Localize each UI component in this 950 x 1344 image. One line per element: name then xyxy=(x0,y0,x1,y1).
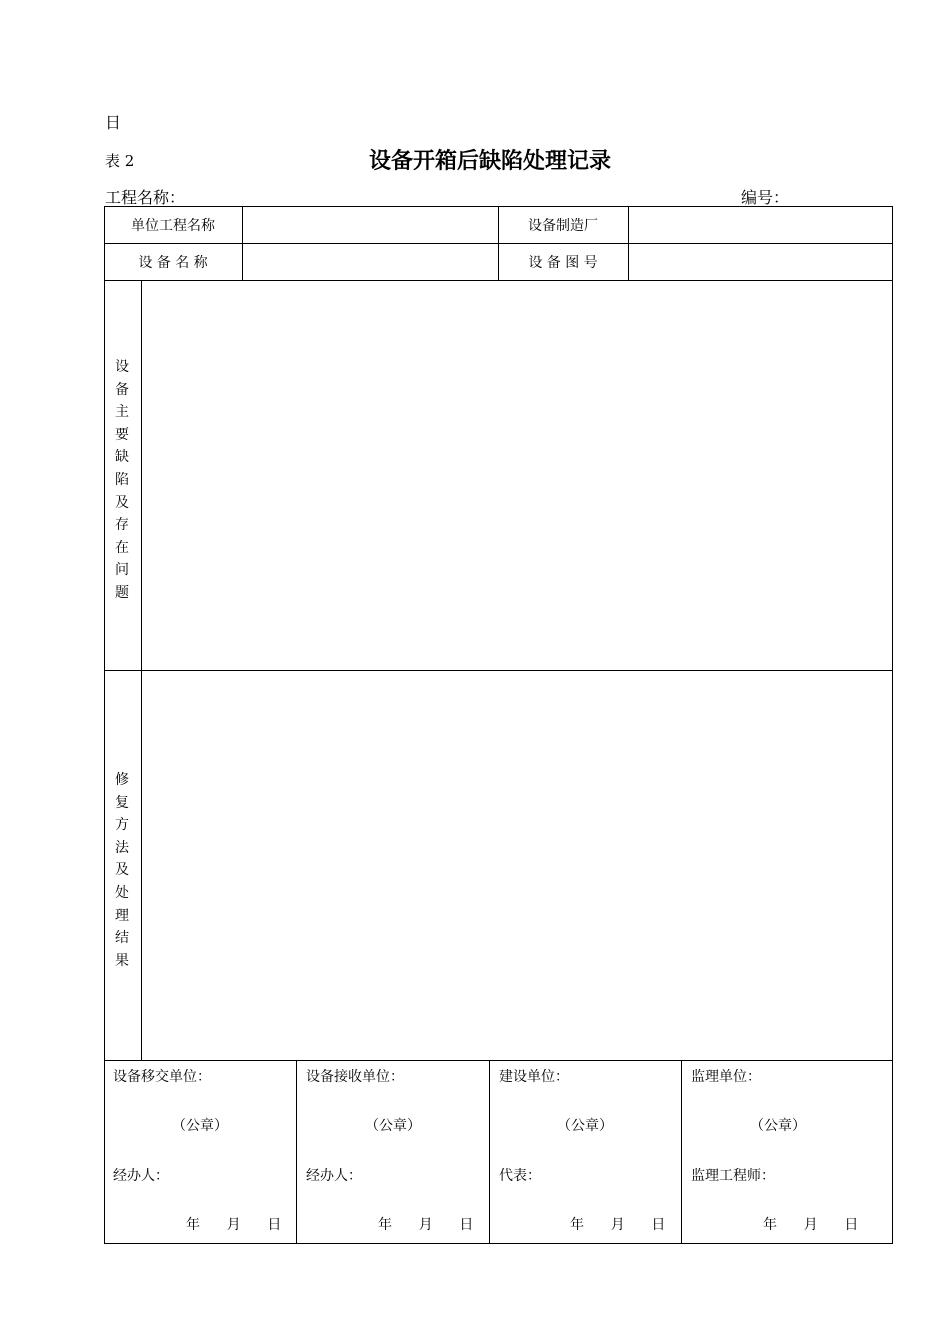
receiving-date-label: 年 月 日 xyxy=(378,1217,474,1233)
col-divider xyxy=(296,1060,297,1244)
row-divider xyxy=(104,1060,893,1061)
repair-section-label: 修 复 方 法 及 处 理 结 果 xyxy=(115,772,129,969)
supervision-date-label: 年 月 日 xyxy=(763,1217,859,1233)
handover-person-label: 经办人： xyxy=(113,1168,169,1184)
supervision-seal-label: （公章） xyxy=(750,1118,806,1134)
equipment-name-field[interactable] xyxy=(243,243,498,280)
construction-seal-label: （公章） xyxy=(557,1118,613,1134)
col-divider xyxy=(681,1060,682,1244)
handover-date-label: 年 月 日 xyxy=(186,1217,282,1233)
record-code-label: 编号： xyxy=(741,188,790,207)
defects-section-label: 设 备 主 要 缺 陷 及 存 在 问 题 xyxy=(115,359,129,601)
equipment-drawing-label: 设 备 图 号 xyxy=(528,254,598,271)
unit-project-name-label: 单位工程名称 xyxy=(131,217,215,234)
supervision-person-label: 监理工程师： xyxy=(691,1168,775,1184)
supervision-unit-label: 监理单位： xyxy=(691,1069,761,1085)
page-top-char: 日 xyxy=(105,113,122,132)
construction-person-label: 代表： xyxy=(499,1168,541,1184)
page-title: 设备开箱后缺陷处理记录 xyxy=(368,149,611,174)
defects-content-area[interactable] xyxy=(142,281,892,670)
receiving-seal-label: （公章） xyxy=(365,1118,421,1134)
equipment-maker-field[interactable] xyxy=(629,206,892,243)
project-name-label: 工程名称： xyxy=(105,188,186,207)
handover-unit-label: 设备移交单位： xyxy=(113,1069,211,1085)
construction-unit-label: 建设单位： xyxy=(499,1069,569,1085)
equipment-maker-label: 设备制造厂 xyxy=(528,217,598,234)
unit-project-name-field[interactable] xyxy=(243,206,498,243)
construction-date-label: 年 月 日 xyxy=(570,1217,666,1233)
handover-seal-label: （公章） xyxy=(172,1118,228,1134)
equipment-drawing-field[interactable] xyxy=(629,243,892,280)
col-divider xyxy=(489,1060,490,1244)
equipment-name-label: 设 备 名 称 xyxy=(138,254,208,271)
receiving-person-label: 经办人： xyxy=(306,1168,362,1184)
repair-content-area[interactable] xyxy=(142,671,892,1060)
table-number: 表 2 xyxy=(105,152,135,170)
receiving-unit-label: 设备接收单位： xyxy=(306,1069,404,1085)
